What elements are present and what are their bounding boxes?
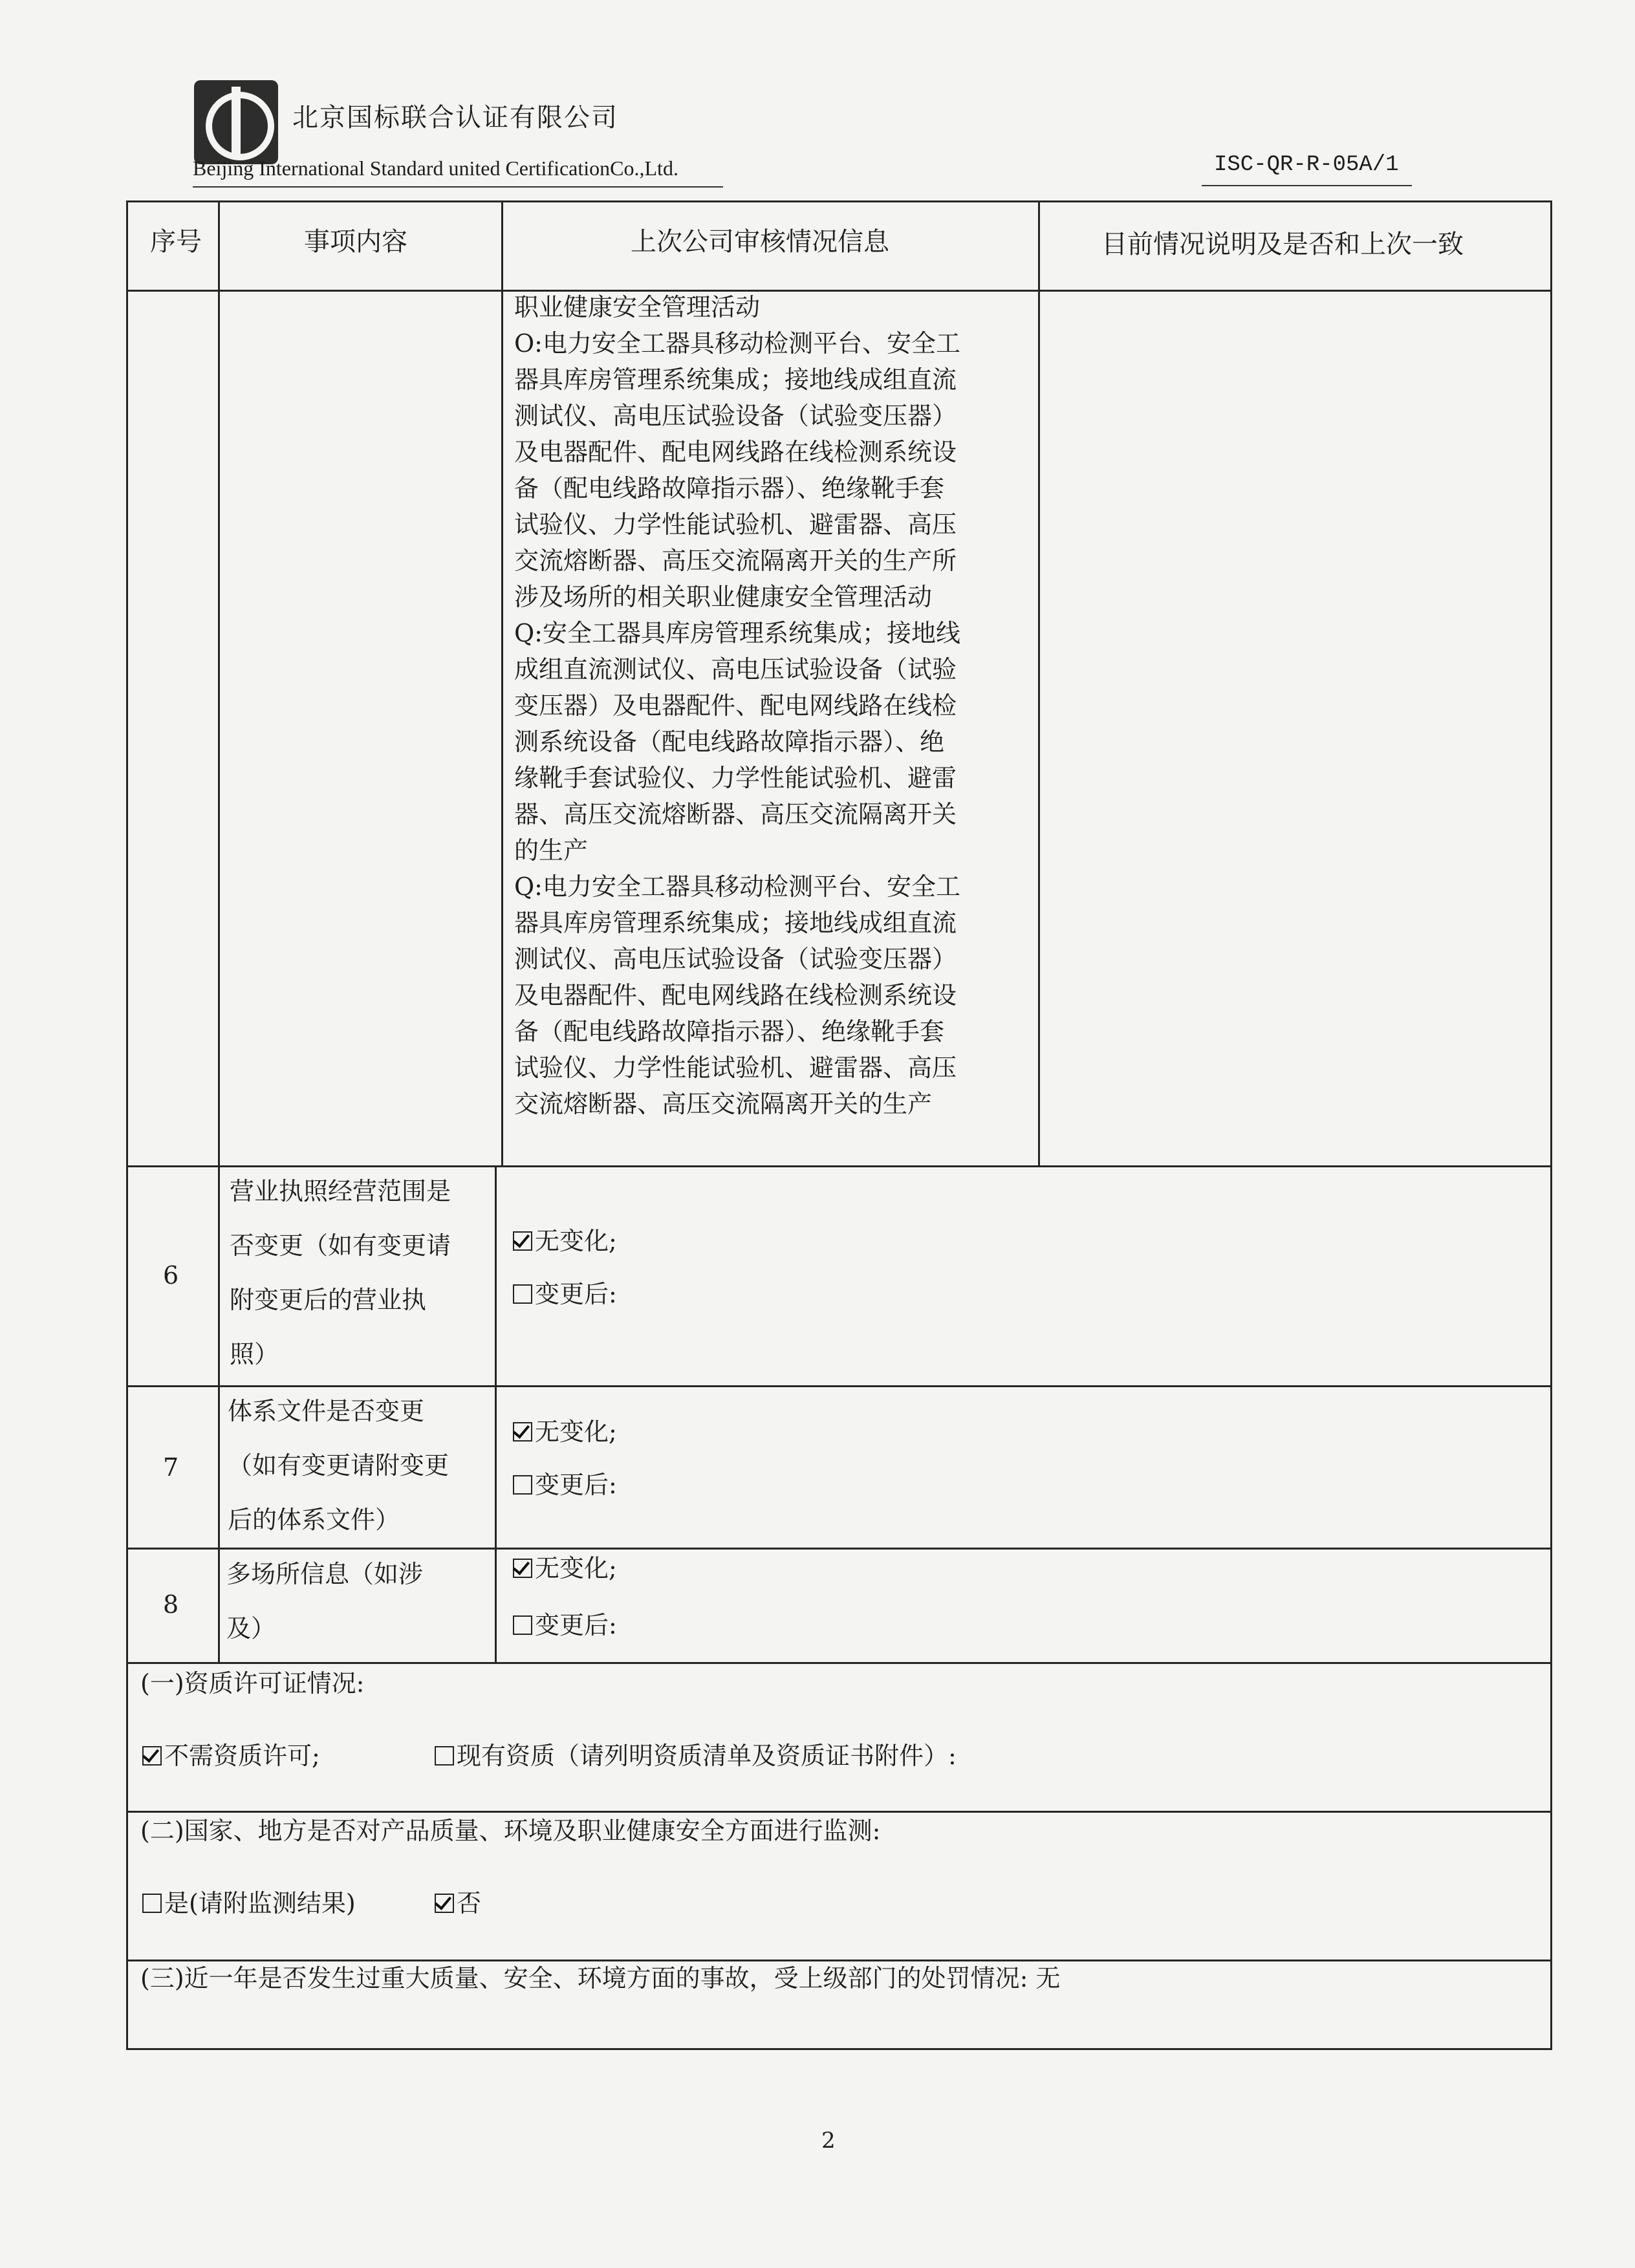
checkbox-checked-icon[interactable] bbox=[513, 1559, 532, 1578]
row-7-option-changed[interactable]: 变更后: bbox=[513, 1473, 617, 1497]
section-1-option-existing-license[interactable]: 现有资质（请列明资质清单及资质证书附件）: bbox=[435, 1744, 957, 1768]
row-8-option-unchanged[interactable]: 无变化; bbox=[513, 1556, 617, 1581]
col-divider-2-upper bbox=[501, 200, 503, 1167]
company-name-en: Beijing International Standard united CertificationCo.,Ltd. bbox=[193, 157, 678, 180]
section-3-title: (三)近一年是否发生过重大质量、安全、环境方面的事故，受上级部门的处罚情况: 无 bbox=[140, 1964, 1061, 1993]
table-right-border bbox=[1550, 200, 1552, 2050]
row-divider-section3 bbox=[126, 1960, 1552, 1961]
row-6-item: 营业执照经营范围是 否变更（如有变更请 附变更后的营业执 照） bbox=[230, 1177, 451, 1368]
col-divider-1 bbox=[218, 200, 220, 1662]
checkbox-checked-icon[interactable] bbox=[513, 1231, 532, 1251]
logo-bar-shape bbox=[232, 87, 241, 158]
row-6-number: 6 bbox=[163, 1261, 179, 1290]
section-2-title: (二)国家、地方是否对产品质量、环境及职业健康安全方面进行监测: bbox=[140, 1817, 881, 1845]
row-8-item: 多场所信息（如涉 及） bbox=[226, 1560, 424, 1643]
checkbox-checked-icon[interactable] bbox=[435, 1894, 454, 1913]
document-code-underline bbox=[1202, 185, 1412, 186]
checkbox-empty-icon[interactable] bbox=[142, 1894, 162, 1913]
col-divider-2-lower bbox=[495, 1165, 497, 1662]
section-1-title: (一)资质许可证情况: bbox=[140, 1669, 365, 1698]
checkbox-checked-icon[interactable] bbox=[513, 1422, 532, 1442]
row-divider-section1 bbox=[126, 1662, 1552, 1664]
row-6-option-unchanged[interactable]: 无变化; bbox=[513, 1229, 617, 1253]
col-divider-3 bbox=[1038, 200, 1040, 1167]
checkbox-empty-icon[interactable] bbox=[513, 1475, 532, 1495]
company-name-cn: 北京国标联合认证有限公司 bbox=[292, 103, 618, 133]
section-2-option-yes[interactable]: 是(请附监测结果) bbox=[142, 1891, 356, 1916]
page-number: 2 bbox=[821, 2128, 836, 2154]
row-6-option-changed[interactable]: 变更后: bbox=[513, 1282, 617, 1306]
company-logo bbox=[194, 80, 278, 164]
checkbox-empty-icon[interactable] bbox=[513, 1284, 532, 1304]
checkbox-checked-icon[interactable] bbox=[142, 1746, 162, 1766]
checkbox-empty-icon[interactable] bbox=[513, 1615, 532, 1635]
checkbox-empty-icon[interactable] bbox=[435, 1746, 454, 1766]
header-underline bbox=[193, 186, 723, 188]
row-7-item: 体系文件是否变更 （如有变更请附变更 后的体系文件） bbox=[228, 1397, 449, 1534]
col-header-previous: 上次公司审核情况信息 bbox=[631, 227, 889, 257]
document-code: ISC-QR-R-05A/1 bbox=[1214, 153, 1399, 177]
row-divider-section2 bbox=[126, 1811, 1552, 1813]
section-2-option-no[interactable]: 否 bbox=[435, 1891, 481, 1916]
row-7-number: 7 bbox=[163, 1453, 179, 1482]
previous-audit-scope: 职业健康安全管理活动 O:电力安全工器具移动检测平台、安全工 器具库房管理系统集成；接地线成组直流 测试仪、高电压试验设备（试验变压器） 及电器配件、配电网线路在线检测系统设 备（配电线路故障指示器）、绝缘靴手套 试验仪、力学性能试验机、避雷器、高压 交流熔断器、高压交流隔离开关的生产所 涉及场所的相关职业健康安全管理活动 Q:安全工器具库房管理系统集成；接地线 成组直流测试仪、高电压试验设备（试验 变压器）及电器配件、配电网线路在线检 测系统设备（配电线路故障指示器）、绝 缘靴手套试验仪、力学性能试验机、避雷 器、高压交流熔断器、高压交流隔离开关 的生产 Q:电力安全工器具移动检测平台、安全工 器具库房管理系统集成；接地线成组直流 测试仪、高电压试验设备（试验变压器） 及电器配件、配电网线路在线检测系统设 备（配电线路故障指示器）、绝缘靴手套 试验仪、力学性能试验机、避雷器、高压 交流熔断器、高压交流隔离开关的生产 bbox=[514, 293, 960, 1118]
col-header-current: 目前情况说明及是否和上次一致 bbox=[1101, 230, 1464, 259]
col-header-item: 事项内容 bbox=[304, 227, 407, 257]
table-left-border bbox=[126, 200, 128, 2050]
table-top-border bbox=[126, 200, 1552, 202]
section-1-option-no-license[interactable]: 不需资质许可; bbox=[142, 1744, 320, 1768]
row-8-number: 8 bbox=[163, 1590, 179, 1619]
row-8-option-changed[interactable]: 变更后: bbox=[513, 1613, 617, 1637]
row-7-option-unchanged[interactable]: 无变化; bbox=[513, 1420, 617, 1444]
table-bottom-border bbox=[126, 2048, 1552, 2050]
col-header-num: 序号 bbox=[150, 227, 202, 257]
